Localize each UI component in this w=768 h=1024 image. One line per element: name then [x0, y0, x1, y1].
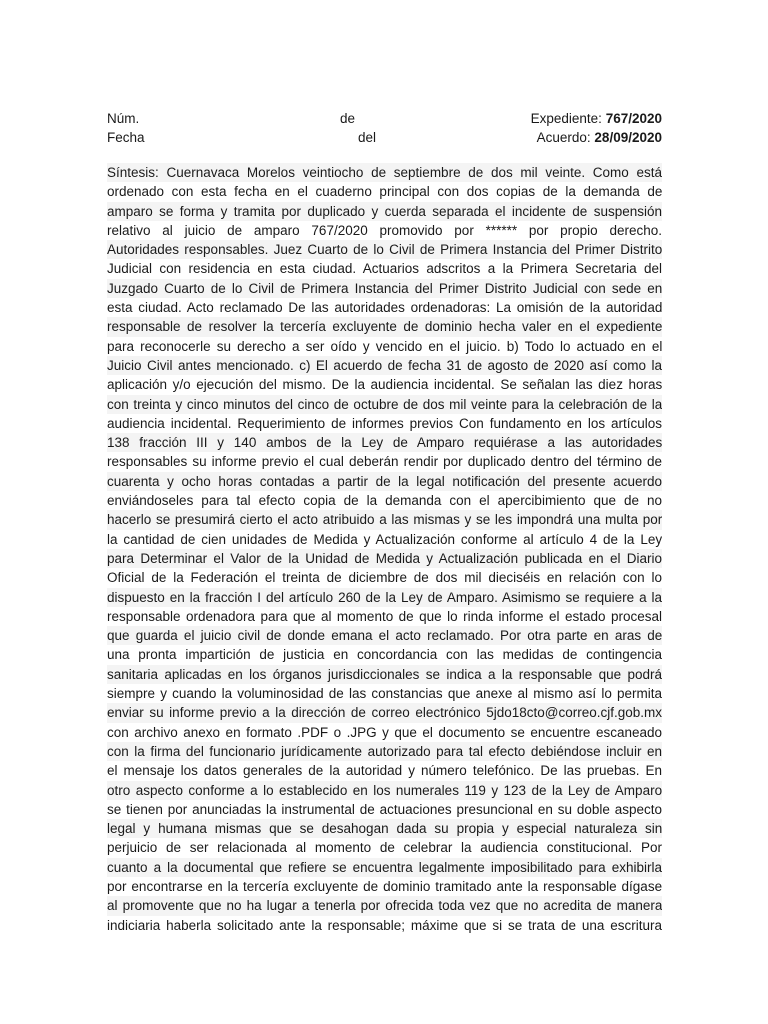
paragraph-line: se tienen por anunciadas la instrumental de actuaciones presuncional en su doble aspecto — [107, 800, 662, 819]
de-label: de — [340, 111, 356, 126]
paragraph-line: aplicación y/o ejecución del mismo. De la audiencia incidental. Se señalan las diez horas — [107, 375, 662, 394]
paragraph-line: ordenado con esta fecha en el cuaderno principal con dos copias de la demanda de — [107, 182, 662, 201]
paragraph-line: Judicial con residencia en esta ciudad. Actuarios adscritos a la Primera Secretaria del — [107, 259, 662, 278]
paragraph-line: hacerlo se presumirá cierto el acto atribuido a las mismas y se les impondrá una multa por — [107, 510, 662, 529]
fecha-label: Fecha — [107, 130, 145, 145]
paragraph-line: siempre y cuando la voluminosidad de las constancias que anexe al mismo así lo permita — [107, 684, 662, 703]
paragraph-line: Autoridades responsables. Juez Cuarto de lo Civil de Primera Instancia del Primer Distrito — [107, 240, 662, 259]
paragraph-line: al promovente que no ha lugar a tenerla por ofrecida toda vez que no acredita de manera — [107, 896, 662, 915]
num-label: Núm. — [107, 111, 140, 126]
paragraph-line: la cantidad de cien unidades de Medida y Actualización conforme al artículo 4 de la Ley — [107, 530, 662, 549]
paragraph-line: amparo se forma y tramita por duplicado y cuerda separada el incidente de suspensión — [107, 202, 662, 221]
paragraph-line: una pronta impartición de justicia en concordancia con las medidas de contingencia — [107, 645, 662, 664]
paragraph-line: para reconocerle su derecho a ser oído y vencido en el juicio. b) Todo lo actuado en el — [107, 337, 662, 356]
paragraph-line: 138 fracción III y 140 ambos de la Ley de Amparo requiérase a las autoridades — [107, 433, 662, 452]
paragraph-line: Síntesis: Cuernavaca Morelos veintiocho de septiembre de dos mil veinte. Como está — [107, 163, 662, 182]
paragraph-line: por encontrarse en la tercería excluyente de dominio tramitado ante la responsable dígase — [107, 877, 662, 896]
paragraph-line: cuanto a la documental que refiere se encuentra legalmente imposibilitado para exhibirla — [107, 858, 662, 877]
paragraph-line: relativo al juicio de amparo 767/2020 promovido por ****** por propio derecho. — [107, 221, 662, 240]
header-row-acuerdo — [107, 128, 662, 147]
paragraph-line: responsables su informe previo el cual deberán rendir por duplicado dentro del término de — [107, 452, 662, 471]
paragraph-line: con archivo anexo en formato .PDF o .JPG y que el documento se encuentre escaneado — [107, 723, 662, 742]
expediente-value: 767/2020 — [605, 111, 662, 126]
paragraph-line: enviándoseles para tal efecto copia de la demanda con el apercibimiento que de no — [107, 491, 662, 510]
paragraph-line: responsable de resolver la tercería excluyente de dominio hecha valer en el expediente — [107, 317, 662, 336]
paragraph-line: perjuicio de ser relacionada al momento de celebrar la audiencia constitucional. Por — [107, 838, 662, 857]
sintesis-paragraph — [107, 163, 662, 935]
paragraph-line: con la firma del funcionario jurídicamente autorizado para tal efecto debiéndose incluir en — [107, 742, 662, 761]
paragraph-line: cuarenta y ocho horas contadas a partir de la legal notificación del presente acuerdo — [107, 472, 662, 491]
paragraph-line: legal y humana mismas que se desahogan dada su propia y especial naturaleza sin — [107, 819, 662, 838]
expediente-field — [531, 109, 662, 128]
acuerdo-field — [537, 128, 662, 147]
paragraph-line: responsable ordenadora para que al momento de que lo rinda informe el estado procesal — [107, 607, 662, 626]
header-row-expediente — [107, 109, 662, 128]
paragraph-line: Juzgado Cuarto de lo Civil de Primera Instancia del Primer Distrito Judicial con sede en — [107, 279, 662, 298]
paragraph-line: audiencia incidental. Requerimiento de informes previos Con fundamento en los artículos — [107, 414, 662, 433]
document-header — [107, 109, 662, 147]
paragraph-line: sanitaria aplicadas en los órganos jurisdiccionales se indica a la responsable que podrá — [107, 665, 662, 684]
paragraph-line: con treinta y cinco minutos del cinco de octubre de dos mil veinte para la celebración de la — [107, 395, 662, 414]
paragraph-line: otro aspecto conforme a lo establecido en los numerales 119 y 123 de la Ley de Amparo — [107, 781, 662, 800]
paragraph-line: para Determinar el Valor de la Unidad de Medida y Actualización publicada en el Diario — [107, 549, 662, 568]
paragraph-line: dispuesto en la fracción I del artículo 260 de la Ley de Amparo. Asimismo se requiere a la — [107, 588, 662, 607]
paragraph-line: Juicio Civil antes mencionado. c) El acuerdo de fecha 31 de agosto de 2020 así como la — [107, 356, 662, 375]
paragraph-line: esta ciudad. Acto reclamado De las autoridades ordenadoras: La omisión de la autoridad — [107, 298, 662, 317]
paragraph-line: indiciaria haberla solicitado ante la responsable; máxime que si se trata de una escritura — [107, 916, 662, 935]
paragraph-line: el mensaje los datos generales de la autoridad y número telefónico. De las pruebas. En — [107, 761, 662, 780]
expediente-label: Expediente: — [530, 111, 606, 126]
acuerdo-value: 28/09/2020 — [594, 130, 662, 145]
paragraph-line: que guarda el juicio civil de donde emana el acto reclamado. Por otra parte en aras de — [107, 626, 662, 645]
acuerdo-label: Acuerdo: — [536, 130, 595, 145]
del-label: del — [358, 130, 377, 145]
paragraph-line: Oficial de la Federación el treinta de diciembre de dos mil dieciséis en relación con lo — [107, 568, 662, 587]
paragraph-line: enviar su informe previo a la dirección de correo electrónico 5jdo18cto@correo.cjf.gob.mx — [107, 703, 662, 722]
